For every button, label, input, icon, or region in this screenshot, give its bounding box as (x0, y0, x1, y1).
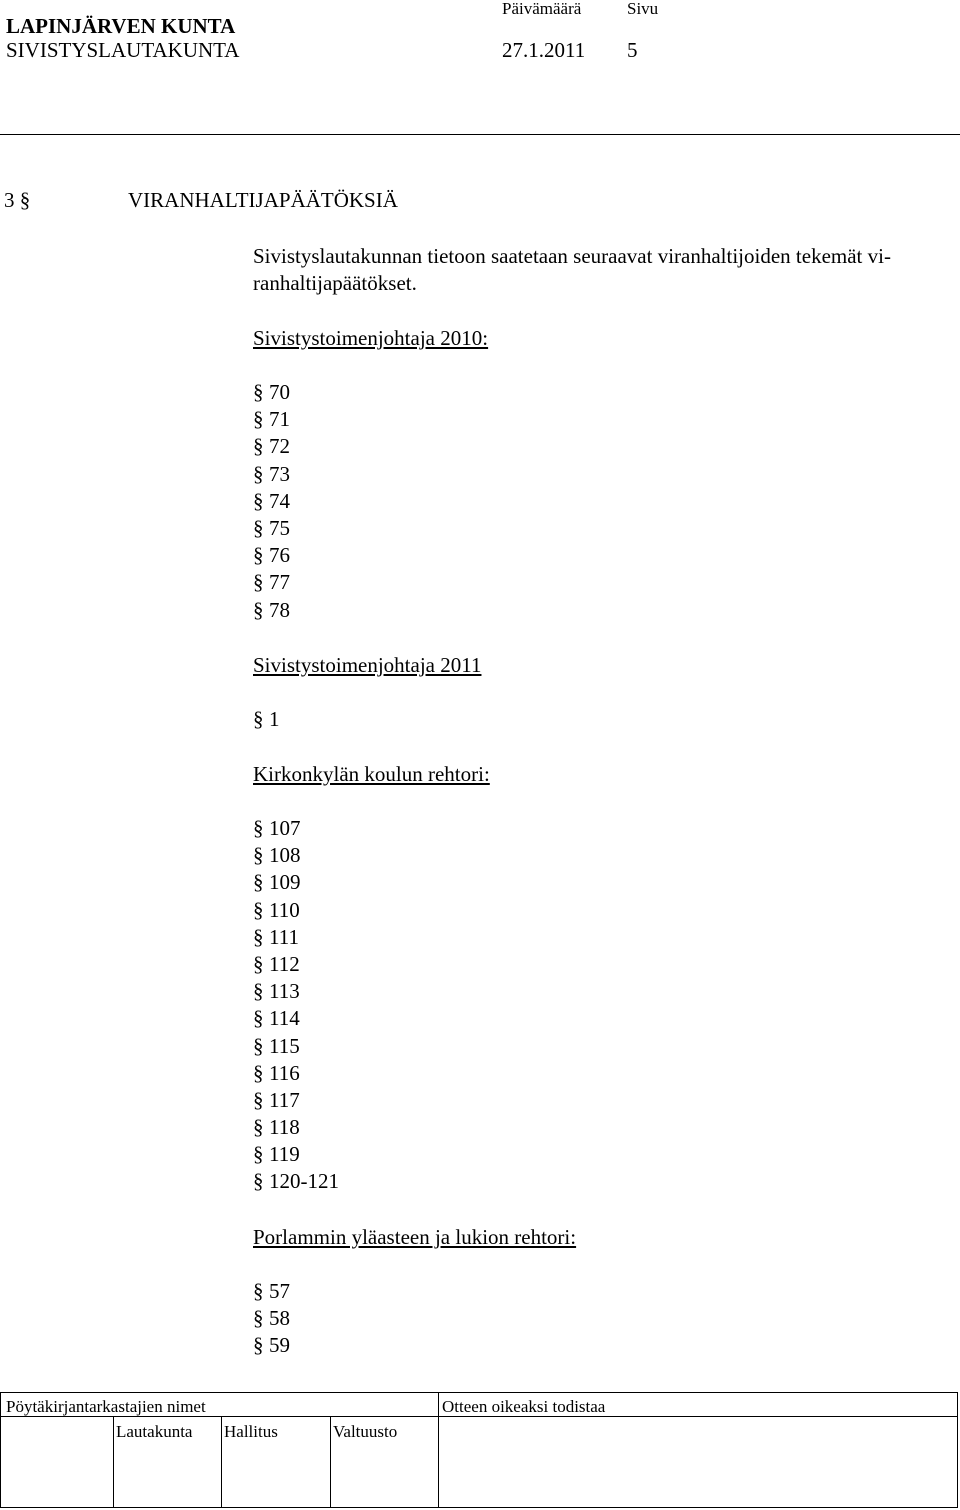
section-symbol: § (253, 515, 264, 540)
list-item: § 76 (253, 542, 290, 569)
date-label: Päivämäärä (502, 0, 582, 18)
section-symbol: § (253, 1006, 264, 1031)
section-symbol: § (253, 1060, 264, 1085)
list-item: § 114 (253, 1005, 339, 1032)
list-item: § 109 (253, 869, 339, 896)
section-symbol: § (253, 597, 264, 622)
section-symbol: § (253, 843, 264, 868)
section-symbol: § (253, 816, 264, 840)
list-item: § 112 (253, 951, 339, 978)
section-symbol: § (253, 380, 264, 404)
section-number-value: 3 (4, 188, 15, 212)
group-heading-director-2011: Sivistystoimenjohtaja 2011 (253, 653, 482, 677)
list-item: § 72 (253, 433, 290, 460)
list-item: § 78 (253, 597, 290, 624)
organization-name: LAPINJÄRVEN KUNTA (6, 14, 236, 38)
list-item: § 120-121 (253, 1168, 339, 1195)
section-symbol: § (253, 543, 264, 568)
board-name: SIVISTYSLAUTAKUNTA (6, 38, 240, 62)
list-item: § 74 (253, 488, 290, 515)
section-symbol: § (253, 924, 264, 949)
section-symbol: § (253, 570, 264, 595)
list-item: § 75 (253, 515, 290, 542)
date-value: 27.1.2011 (502, 38, 586, 62)
section-symbol: § (253, 1142, 264, 1167)
section-symbol: § (253, 870, 264, 895)
section-symbol: § (253, 461, 264, 486)
section-symbol: § (253, 1333, 264, 1358)
section-number (4, 190, 30, 211)
list-item: § 70 (253, 379, 290, 406)
checkers-label: Pöytäkirjantarkastajien nimet (6, 1397, 206, 1416)
list-item: § 77 (253, 569, 290, 596)
government-column-label: Hallitus (224, 1422, 278, 1441)
list-item: § 119 (253, 1141, 339, 1168)
council-column-label: Valtuusto (333, 1422, 398, 1441)
page-label: Sivu (627, 0, 659, 18)
intro-paragraph (253, 243, 953, 297)
section-title: VIRANHALTIJAPÄÄTÖKSIÄ (128, 188, 398, 212)
section-symbol: § (253, 488, 264, 513)
table-column-divider (221, 1416, 222, 1507)
signature-table (0, 1392, 958, 1508)
group-heading-porlammi-principal: Porlammin yläasteen ja lukion rehtori: (253, 1225, 577, 1249)
list-item: § 57 (253, 1278, 290, 1305)
section-symbol: § (19, 188, 31, 212)
section-symbol: § (253, 707, 264, 731)
list-item: § 71 (253, 406, 290, 433)
decision-list-kirkonkyla-principal (253, 815, 339, 1196)
section-symbol: § (253, 951, 264, 976)
group-heading-director-2010: Sivistystoimenjohtaja 2010: (253, 326, 489, 350)
section-symbol: § (253, 1087, 264, 1112)
list-item: § 110 (253, 897, 339, 924)
group-heading-kirkonkyla-principal: Kirkonkylän koulun rehtori: (253, 762, 490, 786)
section-symbol: § (253, 1033, 264, 1058)
table-column-divider (438, 1393, 439, 1507)
list-item: § 73 (253, 461, 290, 488)
board-column-label: Lautakunta (116, 1422, 193, 1441)
table-column-divider (113, 1416, 114, 1507)
section-symbol: § (253, 1279, 264, 1303)
list-item: § 58 (253, 1305, 290, 1332)
header-divider (0, 134, 960, 135)
list-item: § 107 (253, 815, 339, 842)
list-item: § 118 (253, 1114, 339, 1141)
section-symbol: § (253, 434, 264, 459)
list-item: § 113 (253, 978, 339, 1005)
section-symbol: § (253, 1115, 264, 1140)
decision-list-director-2010 (253, 379, 290, 624)
list-item: § 1 (253, 706, 280, 733)
section-symbol: § (253, 1169, 264, 1194)
section-symbol: § (253, 1306, 264, 1331)
intro-line-2: ranhaltijapäätökset. (253, 271, 417, 295)
section-symbol: § (253, 897, 264, 922)
table-row-divider (1, 1416, 957, 1417)
page-number: 5 (627, 38, 638, 62)
decision-list-porlammi-principal (253, 1278, 290, 1360)
decision-list-director-2011 (253, 706, 280, 733)
certify-label: Otteen oikeaksi todistaa (442, 1397, 606, 1416)
table-column-divider (330, 1416, 331, 1507)
list-item: § 115 (253, 1033, 339, 1060)
list-item: § 111 (253, 924, 339, 951)
list-item: § 117 (253, 1087, 339, 1114)
list-item: § 116 (253, 1060, 339, 1087)
section-symbol: § (253, 979, 264, 1004)
list-item: § 59 (253, 1332, 290, 1359)
list-item: § 108 (253, 842, 339, 869)
intro-line-1: Sivistyslautakunnan tietoon saatetaan seuraavat viranhaltijoiden tekemät vi- (253, 244, 891, 268)
section-symbol: § (253, 407, 264, 432)
